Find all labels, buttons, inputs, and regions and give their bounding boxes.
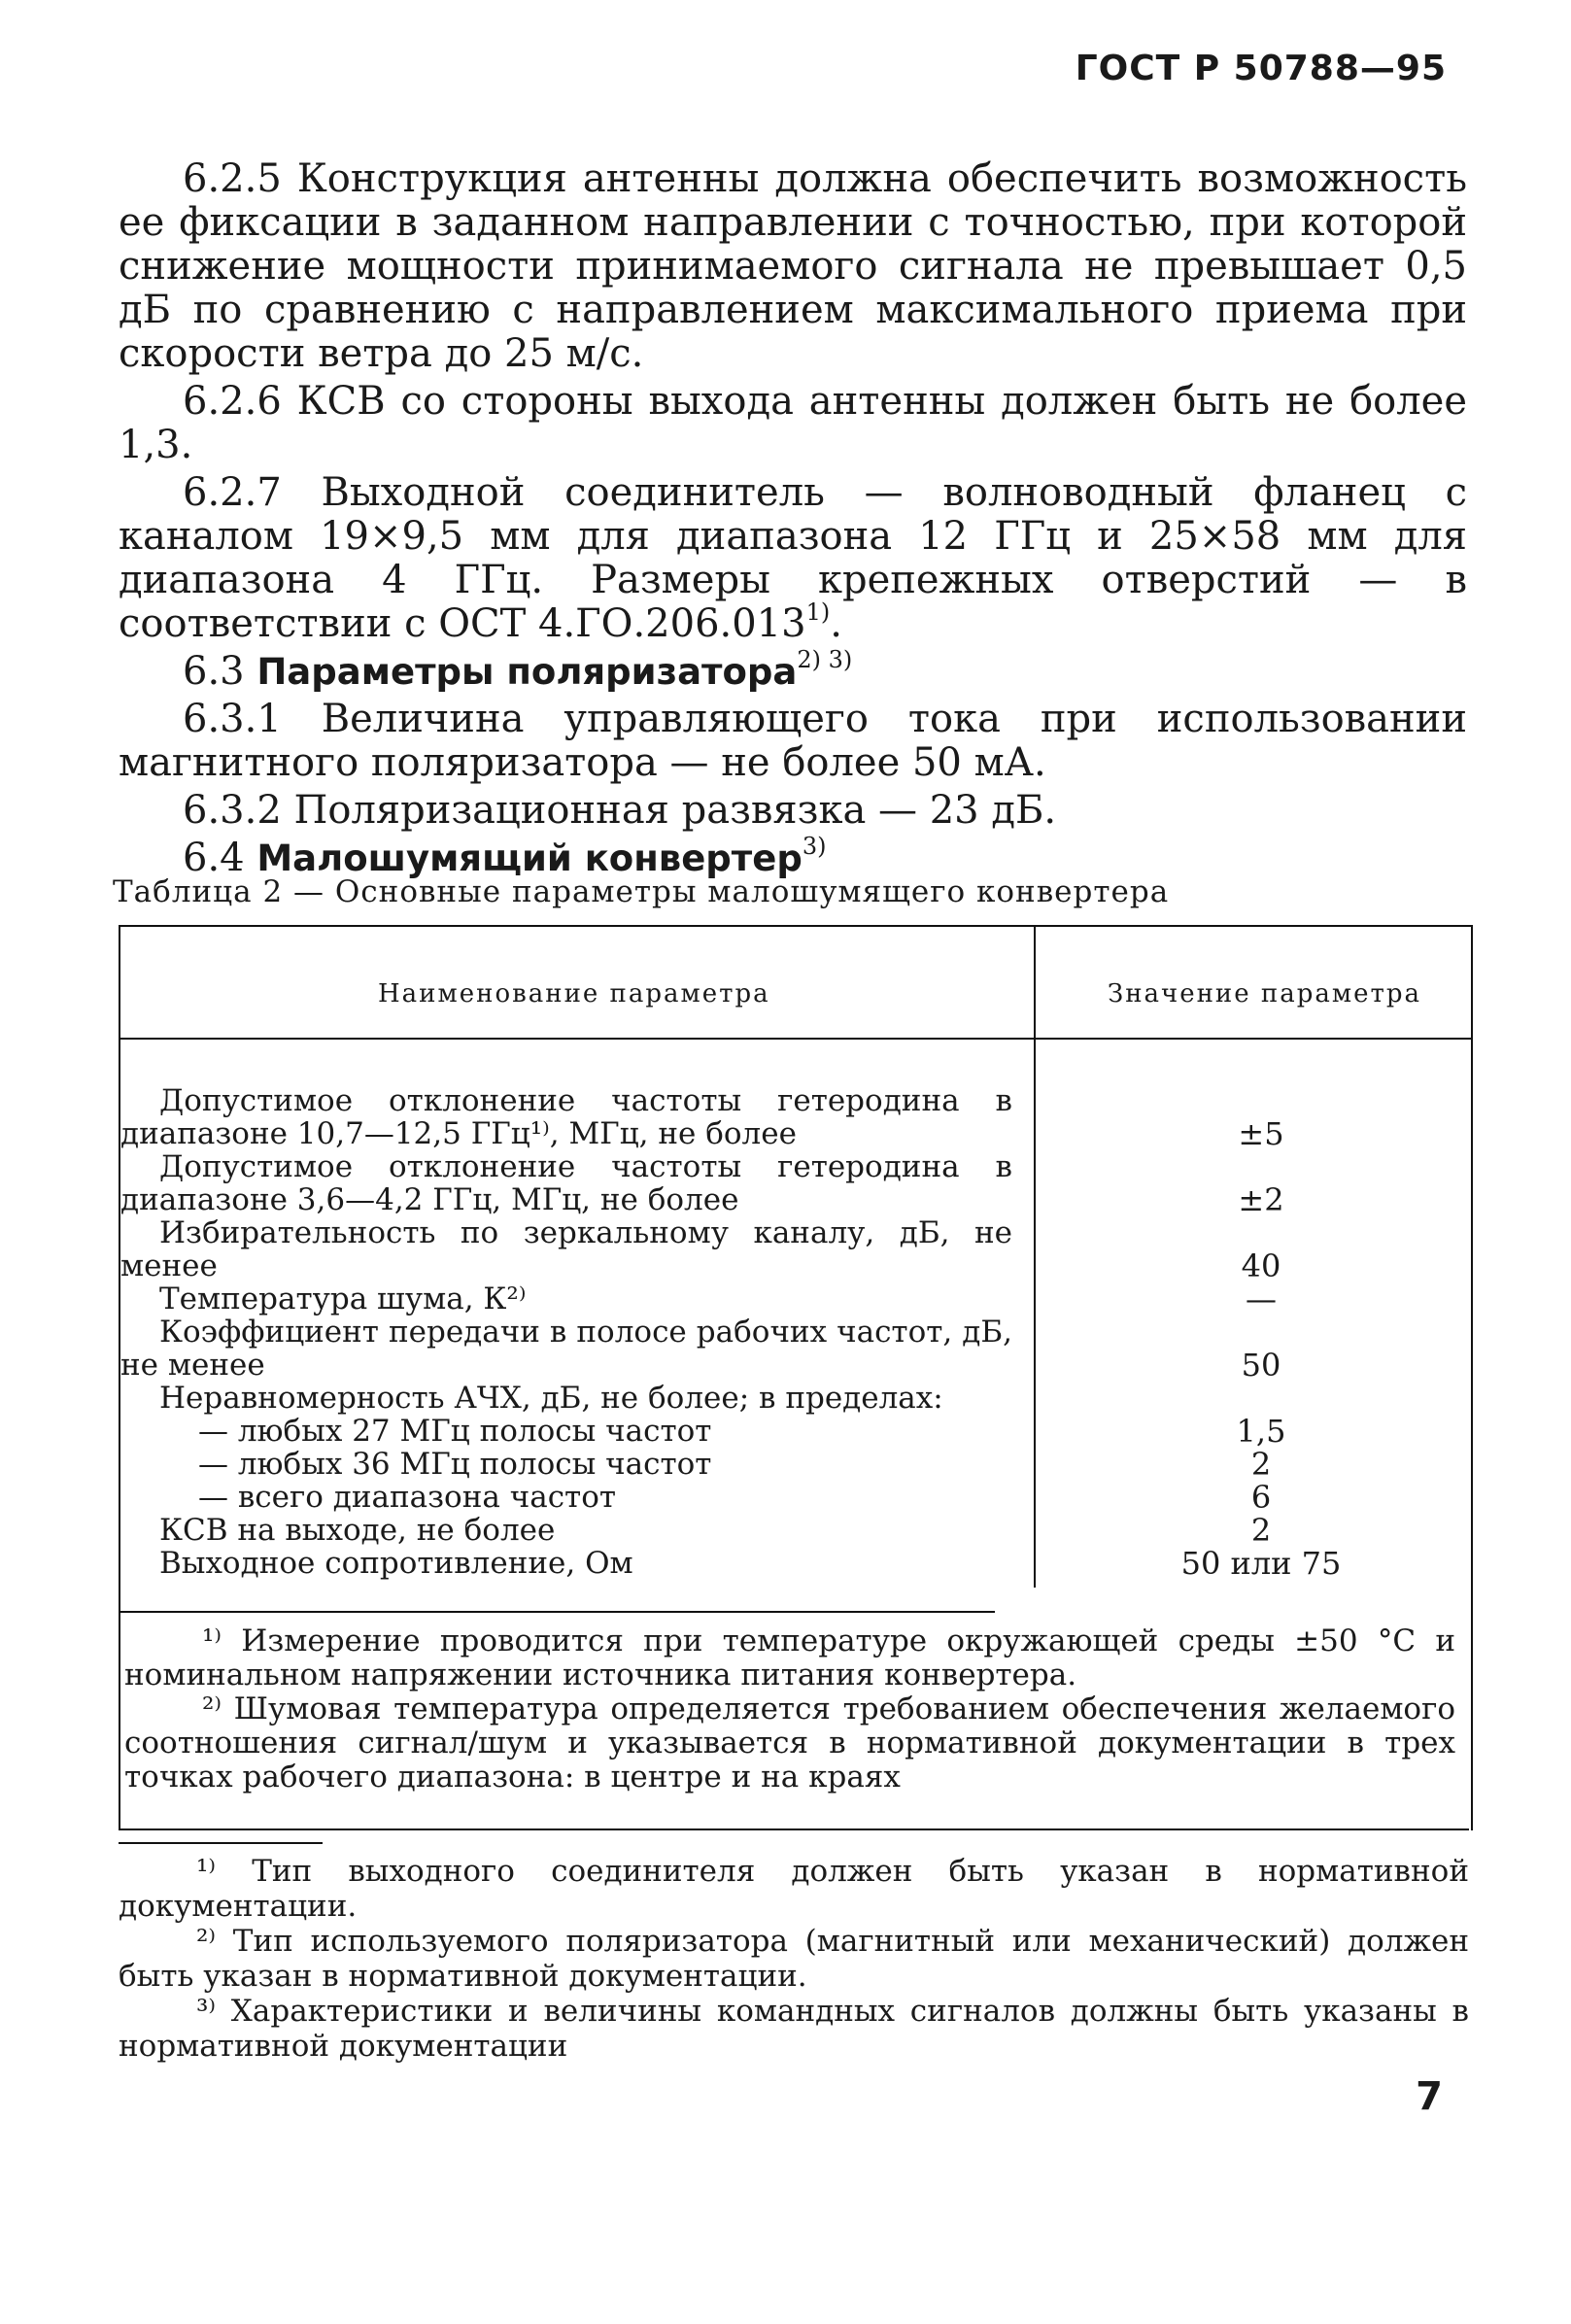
footnotes (119, 1854, 1469, 2064)
footnote: ³⁾ Характеристики и величины командных сигналов должны быть указаны в нормативной документации (119, 1994, 1469, 2064)
table-row (120, 1084, 1471, 1150)
table-row (120, 1282, 1471, 1316)
parameter-name: Избирательность по зеркальному каналу, дБ, не менее (120, 1215, 1012, 1283)
section-heading-6-3: 6.3 Параметры поляризатора$^{2) 3)}$ (183, 646, 853, 694)
parameter-name: Температура шума, К²⁾ (159, 1282, 527, 1316)
paragraph-6-3-1: 6.3.1 Величина управляющего тока при использовании магнитного поляризатора — не более 50 мА. (119, 697, 1467, 785)
parameter-value: ±5 (1238, 1115, 1284, 1152)
table-row (120, 1448, 1471, 1481)
body-text (119, 157, 1467, 884)
table-row (120, 1481, 1471, 1514)
table-caption: Таблица 2 — Основные параметры малошумящего конвертера (113, 874, 1170, 909)
parameter-value: ±2 (1238, 1181, 1284, 1218)
document-header: ГОСТ Р 50788—95 (1075, 49, 1447, 88)
parameter-name: Допустимое отклонение частоты гетеродина в диапазоне 10,7—12,5 ГГц¹⁾, МГц, не более (120, 1083, 1012, 1151)
paragraph-6-2-7: 6.2.7 Выходной соединитель — волноводный фланец с каналом 19×9,5 мм для диапазона 12 ГГц и 25×58 мм для диапазона 4 ГГц. Размеры крепежных отверстий — в соответствии с ОСТ 4.ГО.206.013$^{1)}$. (119, 470, 1467, 646)
parameter-name: Коэффициент передачи в полосе рабочих частот, дБ, не менее (120, 1315, 1012, 1383)
table-row (120, 1216, 1471, 1282)
parameter-name: Допустимое отклонение частоты гетеродина в диапазоне 3,6—4,2 ГГц, МГц, не более (120, 1149, 1012, 1217)
table-row (120, 1382, 1471, 1415)
paragraph-6-2-5: 6.2.5 Конструкция антенны должна обеспечить возможность ее фиксации в заданном направлении с точностью, при которой снижение мощности принимаемого сигнала не превышает 0,5 дБ по сравнению с направлением максимального приема при скорости ветра до 25 м/с. (119, 156, 1467, 376)
page-number: 7 (1416, 2074, 1443, 2119)
footnote: ¹⁾ Тип выходного соединителя должен быть указан в нормативной документации. (119, 1854, 1469, 1924)
parameter-value: 6 (1250, 1479, 1272, 1516)
table-notes (124, 1624, 1455, 1794)
section-heading-6-4: 6.4 Малошумящий конвертер$^{3)}$ (183, 833, 827, 880)
parameter-value: 2 (1250, 1512, 1272, 1549)
parameter-name: Неравномерность АЧХ, дБ, не более; в пределах: (159, 1381, 943, 1416)
table-header (120, 927, 1471, 1040)
parameter-value: 1,5 (1236, 1413, 1286, 1450)
parameter-value: 40 (1241, 1247, 1281, 1284)
table-notes-divider (120, 1611, 995, 1613)
table-row (120, 1150, 1471, 1216)
column-header-value: Значение параметра (1108, 979, 1422, 1008)
parameter-name: Выходное сопротивление, Ом (159, 1546, 633, 1581)
parameter-name: — любых 36 МГц полосы частот (198, 1447, 712, 1482)
parameter-value: 50 или 75 (1180, 1545, 1342, 1582)
paragraph-6-3-2: 6.3.2 Поляризационная развязка — 23 дБ. (183, 788, 1057, 833)
parameter-value: 50 (1241, 1347, 1281, 1384)
parameter-name: — всего диапазона частот (198, 1480, 617, 1515)
table-row (120, 1316, 1471, 1382)
column-header-name: Наименование параметра (378, 979, 770, 1008)
table-row (120, 1415, 1471, 1448)
table-note: ²⁾ Шумовая температура определяется требованием обеспечения желаемого соотношения сигнал/шум и указывается в нормативной документации в трех точках рабочего диапазона: в центре и на краях (124, 1692, 1455, 1794)
table-bottom-border (119, 1828, 1469, 1830)
footnote-separator (119, 1842, 323, 1844)
table-body (120, 1084, 1471, 1580)
table-row (120, 1514, 1471, 1547)
footnote: ²⁾ Тип используемого поляризатора (магнитный или механический) должен быть указан в нормативной документации. (119, 1924, 1469, 1994)
parameter-value: — (1246, 1281, 1277, 1317)
parameter-name: КСВ на выходе, не более (159, 1513, 556, 1548)
table-note: ¹⁾ Измерение проводится при температуре окружающей среды ±50 °С и номинальном напряжении источника питания конвертера. (124, 1623, 1455, 1692)
parameter-name: — любых 27 МГц полосы частот (198, 1414, 712, 1449)
parameters-table (119, 925, 1473, 1830)
table-row (120, 1547, 1471, 1580)
parameter-value: 2 (1250, 1446, 1272, 1483)
paragraph-6-2-6: 6.2.6 КСВ со стороны выхода антенны должен быть не более 1,3. (119, 379, 1467, 467)
